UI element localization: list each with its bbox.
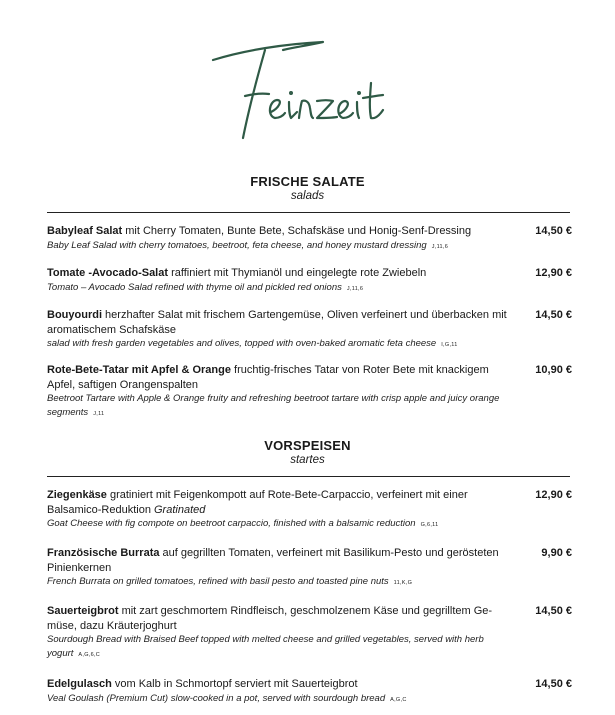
item-name: Sauerteigbrot: [47, 605, 119, 617]
item-price: 10,90 €: [535, 364, 572, 376]
item-description: gratiniert mit Feigenkompott auf Rote-Bete-Carpaccio, verfeinert mit einer Balsamico-Reduktion: [47, 489, 468, 516]
item-description-de: [47, 266, 507, 281]
feinzeit-script-logo: [205, 38, 415, 148]
item-price: 14,50 €: [535, 605, 572, 617]
item-description-en: [47, 575, 517, 591]
section-subtitle: salads: [290, 190, 325, 202]
item-description-en: [47, 281, 517, 297]
allergen-codes: J,11: [93, 410, 105, 417]
item-description: mit zart geschmortem Rindfleisch, geschmolzenem Käse und gegrilltem Ge-müse, dazu Kräuterjoghurt: [47, 605, 493, 632]
menu-item-sauerteigbrot: [47, 604, 572, 662]
item-price: 14,50 €: [535, 225, 572, 237]
menu-item-bouyourdi: [47, 308, 572, 353]
item-name: Tomate -Avocado-Salat: [47, 267, 169, 279]
item-description: vom Kalb in Schmortopf serviert mit Sauerteigbrot: [111, 678, 358, 690]
item-name: Französische Burrata: [47, 547, 160, 559]
item-name: Ziegenkäse: [47, 489, 107, 501]
item-description-en: [47, 392, 517, 421]
section-title: FRISCHE SALATE: [250, 174, 365, 189]
menu-item-tomate-avocado-salat: [47, 266, 572, 296]
section-header-starters: [0, 438, 615, 466]
item-english: French Burrata on grilled tomatoes, refined with basil pesto and toasted pine nuts: [47, 576, 389, 587]
item-english: Goat Cheese with fig compote on beetroot carpaccio, finished with a balsamic reduction: [47, 518, 416, 529]
item-description-en: [47, 337, 517, 353]
item-english: salad with fresh garden vegetables and olives, topped with oven-baked aromatic feta cheese: [47, 338, 437, 349]
svg-text:Feinzeit: Feinzeit: [205, 38, 209, 39]
section-subtitle: startes: [290, 454, 325, 466]
item-price: 14,50 €: [535, 309, 572, 321]
item-description: mit Cherry Tomaten, Bunte Bete, Schafskäse und Honig-Senf-Dressing: [122, 225, 472, 237]
menu-item-babyleaf-salat: [47, 224, 572, 254]
item-english: Veal Goulash (Premium Cut) slow-cooked in a pot, served with sourdough bread: [47, 692, 386, 704]
item-description: auf gegrillten Tomaten, verfeinert mit Basilikum-Pesto und gerösteten Pinienkernen: [47, 547, 499, 574]
item-english: Tomato – Avocado Salad refined with thyme oil and pickled red onions: [47, 281, 342, 293]
item-description-de: [47, 677, 507, 692]
section-title: VORSPEISEN: [264, 438, 351, 453]
section-divider: [47, 212, 570, 213]
item-description-de: [47, 546, 507, 575]
item-price: 12,90 €: [535, 489, 572, 501]
allergen-codes: A,G,C: [390, 696, 407, 703]
item-description-en: [47, 692, 517, 708]
allergen-codes: A,G,6,C: [78, 651, 101, 658]
menu-item-edelgulasch: [47, 677, 572, 707]
allergen-codes: G,6,11: [420, 522, 439, 528]
item-name: Babyleaf Salat: [47, 225, 123, 237]
item-description-de: [47, 308, 507, 337]
item-description: raffiniert mit Thymianöl und eingelegte rote Zwiebeln: [168, 267, 427, 279]
item-name: Bouyourdi: [47, 309, 102, 321]
item-description: fruchtig-frisches Tatar von Roter Bete mit knackigem Apfel, saftigen Orangenspalten: [47, 364, 489, 391]
allergen-codes: 11,K,G: [393, 580, 413, 586]
item-price: 14,50 €: [535, 678, 572, 690]
item-description-en: [47, 239, 517, 255]
menu-item-ziegenkaese: [47, 488, 572, 533]
item-name: Edelgulasch: [47, 678, 112, 690]
item-description-de: [47, 604, 507, 633]
menu-item-franzoesische-burrata: [47, 546, 572, 591]
section-header-salads: [0, 174, 615, 202]
item-english: Sourdough Bread with Braised Beef topped with melted cheese and grilled vegetables, served with herb yogurt: [47, 634, 484, 659]
section-divider: [47, 476, 570, 477]
item-description-en: [47, 633, 517, 662]
allergen-codes: J,11,6: [346, 285, 364, 292]
item-description-de: [47, 224, 507, 239]
item-description-de: [47, 488, 507, 517]
brand-logo: [0, 0, 615, 165]
menu-item-rote-bete-tatar: [47, 363, 572, 421]
item-price: 12,90 €: [535, 267, 572, 279]
item-description-en: [47, 517, 517, 533]
item-english: Beetroot Tartare with Apple & Orange fruity and refreshing beetroot tartare with crisp apple and juicy orange segments: [47, 393, 500, 418]
item-description: herzhafter Salat mit frischem Gartengemüse, Oliven verfeinert und überbacken mit aromatischem Schafskäse: [47, 309, 507, 336]
item-english: Baby Leaf Salad with cherry tomatoes, beetroot, feta cheese, and honey mustard dressing: [47, 239, 427, 251]
allergen-codes: I,G,11: [441, 342, 458, 348]
item-description-italic: Gratinated: [154, 503, 206, 516]
item-description-de: [47, 363, 507, 392]
allergen-codes: J,11,6: [431, 243, 449, 250]
item-price: 9,90 €: [541, 547, 572, 559]
item-name: Rote-Bete-Tatar mit Apfel & Orange: [47, 364, 231, 376]
